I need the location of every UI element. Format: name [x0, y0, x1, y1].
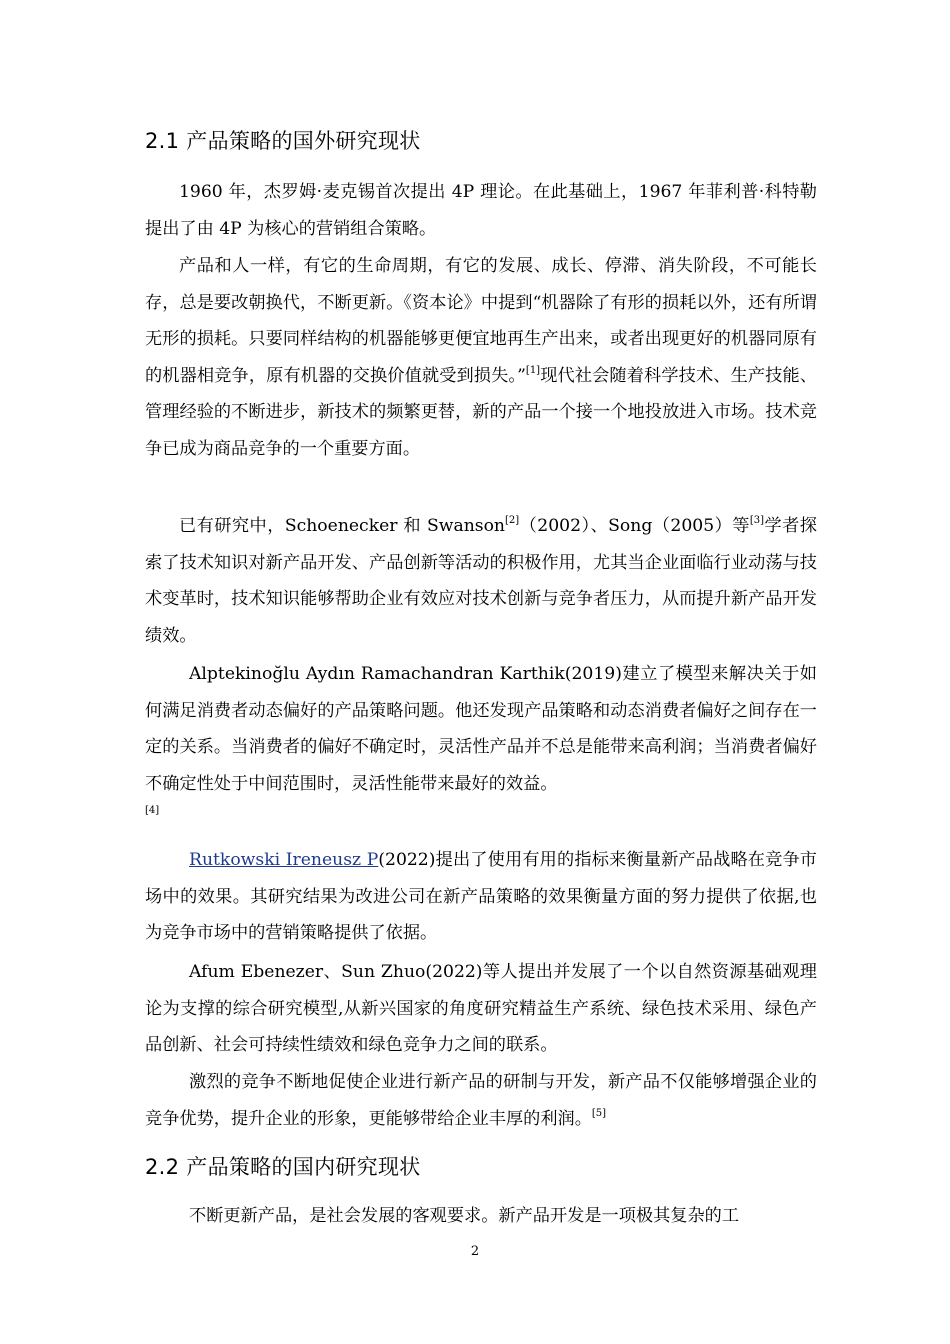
citation-ref: [5] — [591, 1107, 607, 1119]
citation-ref: [4] — [145, 805, 160, 816]
paragraph-text: Afum Ebenezer、Sun Zhuo(2022)等人提出并发展了一个以自然资源基础观理论为支撑的综合研究模型,从新兴国家的角度研究精益生产系统、绿色技术采用、绿色产品创新、社会可持续性绩效和绿色竞争力之间的联系。 — [145, 962, 817, 1055]
paragraph-domestic-intro: 不断更新产品，是社会发展的客观要求。新产品开发是一项极其复杂的工 — [189, 1206, 740, 1226]
citation-ref: [1] — [525, 364, 541, 376]
page-number: 2 — [470, 1244, 480, 1259]
paragraph-tech-knowledge — [145, 508, 817, 654]
section-heading-2-1: 2.1 产品策略的国外研究现状 — [145, 129, 421, 153]
paragraph-competition — [145, 1064, 817, 1137]
paragraph-text: （2002）、Song（2005）等 — [519, 516, 750, 536]
author-link[interactable]: Rutkowski Ireneusz P — [189, 850, 379, 870]
paragraph-text: 已有研究中，Schoenecker 和 Swanson — [179, 516, 505, 536]
paragraph-text: (2022)提出了使用有用的指标来衡量新产品战略在竞争市场中的效果。其研究结果为改进公司在新产品策略的效果衡量方面的努力提供了依据,也为竞争市场中的营销策略提供了依据。 — [145, 850, 817, 943]
citation-ref: [3] — [749, 515, 765, 526]
paragraph-product-lifecycle — [145, 248, 817, 467]
paragraph-green-innovation — [145, 954, 817, 1064]
paragraph-text: Alptekinoğlu Aydın Ramachandran Karthik(2019)建立了模型来解决关于如何满足消费者动态偏好的产品策略问题。他还发现产品策略和动态消费者偏好之间存在一定的关系。当消费者的偏好不确定时，灵活性产品并不总是能带来高利润；当消费者偏好不确定性处于中间范围时，灵活性能带来最好的效益。 — [145, 664, 817, 794]
paragraph-text: 产品和人一样，有它的生命周期，有它的发展、成长、停滞、消失阶段，不可能长存，总是要改朝换代，不断更新。《资本论》中提到“机器除了有形的损耗以外，还有所谓无形的损耗。只要同样结构的机器能够更便宜地再生产出来，或者出现更好的机器同原有的机器相竞争，原有机器的交换价值就受到损失。” — [145, 256, 817, 386]
citation-ref: [2] — [505, 515, 520, 526]
paragraph-dynamic-preferences — [145, 656, 817, 818]
paragraph-text: 现代社会随着科学技术、生产技能、管理经验的不断进步，新技术的频繁更替，新的产品一个接一个地投放进入市场。技术竞争已成为商品竞争的一个重要方面。 — [145, 365, 817, 459]
paragraph-text: 学者探索了技术知识对新产品开发、产品创新等活动的积极作用，尤其当企业面临行业动荡与技术变革时，技术知识能够帮助企业有效应对技术创新与竞争者压力，从而提升新产品开发绩效。 — [145, 516, 817, 646]
paragraph-new-product-strategy — [145, 842, 817, 952]
paragraph-4p-theory: 1960 年，杰罗姆·麦克锡首次提出 4P 理论。在此基础上，1967 年菲利普·科特勒提出了由 4P 为核心的营销组合策略。 — [145, 182, 817, 239]
section-heading-2-2: 2.2 产品策略的国内研究现状 — [145, 1155, 421, 1179]
paragraph-text: 激烈的竞争不断地促使企业进行新产品的研制与开发，新产品不仅能够增强企业的竞争优势，提升企业的形象，更能够带给企业丰厚的利润。 — [145, 1072, 817, 1129]
